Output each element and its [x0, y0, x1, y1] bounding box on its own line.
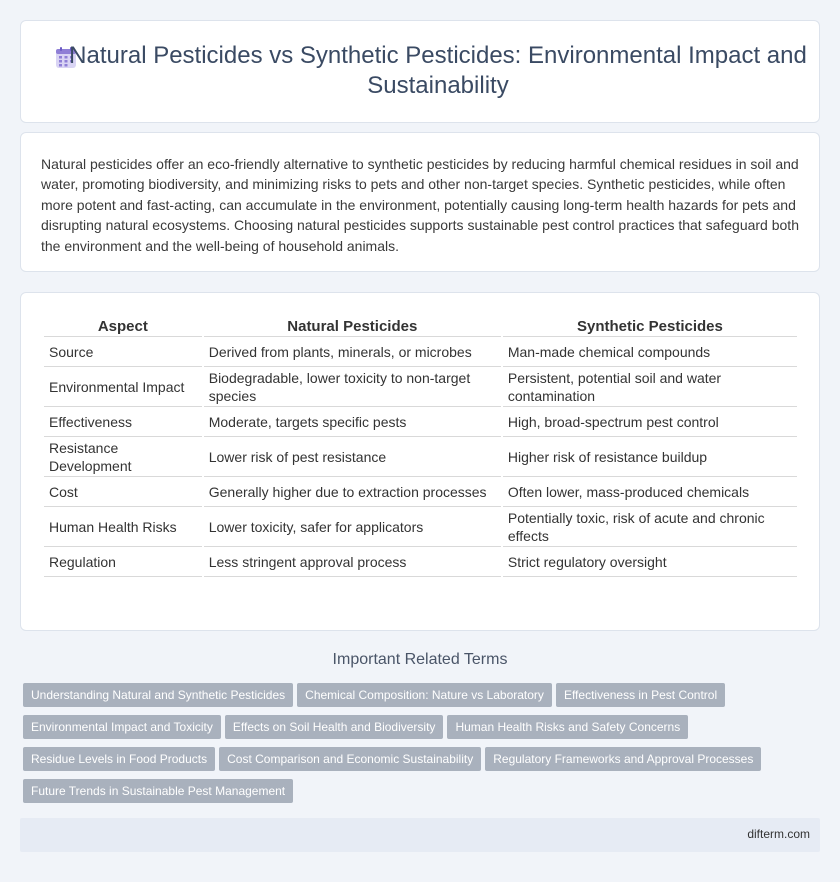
- header-aspect: Aspect: [44, 311, 202, 337]
- header-card: [20, 20, 820, 123]
- synthetic-cell: Higher risk of resistance buildup: [503, 437, 797, 477]
- synthetic-cell: Strict regulatory oversight: [503, 547, 797, 577]
- aspect-cell: Human Health Risks: [44, 507, 202, 547]
- related-term-tag[interactable]: Human Health Risks and Safety Concerns: [447, 715, 688, 739]
- aspect-cell: Cost: [44, 477, 202, 507]
- synthetic-cell: Potentially toxic, risk of acute and chronic effects: [503, 507, 797, 547]
- aspect-cell: Resistance Development: [44, 437, 202, 477]
- synthetic-cell: Persistent, potential soil and water contamination: [503, 367, 797, 407]
- natural-cell: Lower toxicity, safer for applicators: [204, 507, 501, 547]
- aspect-cell: Regulation: [44, 547, 202, 577]
- natural-cell: Biodegradable, lower toxicity to non-target species: [204, 367, 501, 407]
- footer: [20, 818, 820, 852]
- related-term-tag[interactable]: Effects on Soil Health and Biodiversity: [225, 715, 444, 739]
- intro-card: [20, 132, 820, 272]
- natural-cell: Moderate, targets specific pests: [204, 407, 501, 437]
- aspect-cell: Source: [44, 337, 202, 367]
- related-term-tag[interactable]: Effectiveness in Pest Control: [556, 683, 725, 707]
- related-term-tag[interactable]: Environmental Impact and Toxicity: [23, 715, 221, 739]
- related-terms-list: [23, 683, 803, 811]
- related-term-tag[interactable]: Residue Levels in Food Products: [23, 747, 215, 771]
- related-term-tag[interactable]: Understanding Natural and Synthetic Pesticides: [23, 683, 293, 707]
- synthetic-cell: Often lower, mass-produced chemicals: [503, 477, 797, 507]
- related-term-tag[interactable]: Regulatory Frameworks and Approval Processes: [485, 747, 761, 771]
- related-term-tag[interactable]: Chemical Composition: Nature vs Laboratory: [297, 683, 552, 707]
- table-row: [44, 367, 797, 407]
- table-row: [44, 477, 797, 507]
- table-row: [44, 437, 797, 477]
- intro-paragraph: Natural pesticides offer an eco-friendly alternative to synthetic pesticides by reducing harmful chemical residues in soil and water, promoting biodiversity, and minimizing risks to pets and other non-target species. Synthetic pesticides, while often more potent and fast-acting, can accumulate in the environment, potentially causing long-term health hazards for pets and disrupting natural ecosystems. Choosing natural pesticides supports sustainable pest control practices that safeguard both the environment and the well-being of household animals.: [41, 156, 799, 254]
- related-term-tag[interactable]: Cost Comparison and Economic Sustainability: [219, 747, 481, 771]
- related-terms-title: Important Related Terms: [332, 651, 508, 668]
- page-title: Natural Pesticides vs Synthetic Pesticides: Environmental Impact and Sustainability: [69, 42, 807, 99]
- comparison-table: [42, 311, 799, 577]
- aspect-cell: Environmental Impact: [44, 367, 202, 407]
- related-term-tag[interactable]: Future Trends in Sustainable Pest Management: [23, 779, 293, 803]
- table-row: [44, 407, 797, 437]
- header-natural: Natural Pesticides: [204, 311, 501, 337]
- header-synthetic: Synthetic Pesticides: [503, 311, 797, 337]
- footer-site-link[interactable]: difterm.com: [747, 827, 810, 841]
- natural-cell: Derived from plants, minerals, or microbes: [204, 337, 501, 367]
- table-row: [44, 507, 797, 547]
- synthetic-cell: Man-made chemical compounds: [503, 337, 797, 367]
- aspect-cell: Effectiveness: [44, 407, 202, 437]
- table-row: [44, 337, 797, 367]
- table-header-row: [44, 311, 797, 337]
- table-row: [44, 547, 797, 577]
- natural-cell: Lower risk of pest resistance: [204, 437, 501, 477]
- synthetic-cell: High, broad-spectrum pest control: [503, 407, 797, 437]
- comparison-table-card: [20, 292, 820, 631]
- natural-cell: Generally higher due to extraction processes: [204, 477, 501, 507]
- natural-cell: Less stringent approval process: [204, 547, 501, 577]
